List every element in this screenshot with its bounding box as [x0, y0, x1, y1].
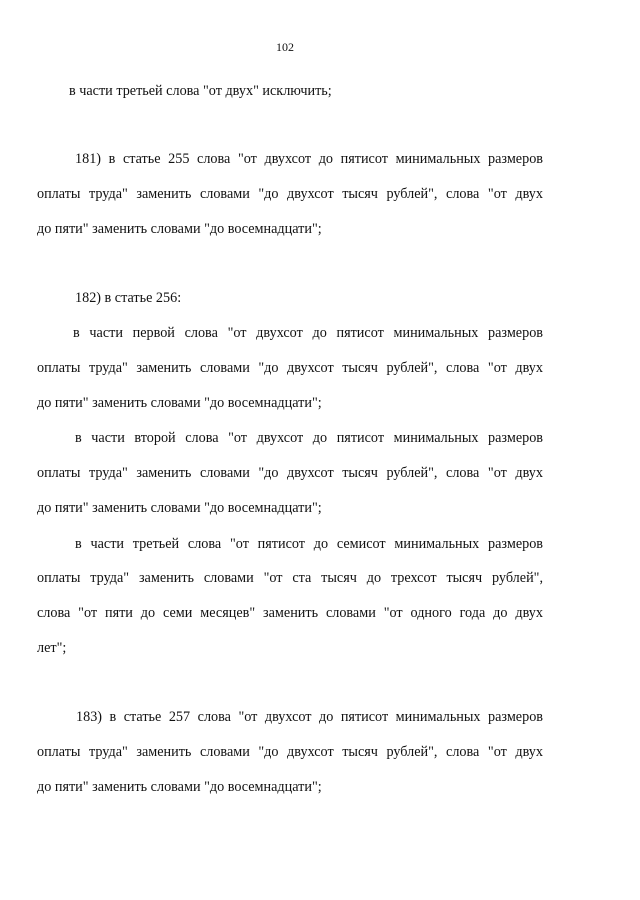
text-line: до пяти" заменить словами "до восемнадцати";	[37, 221, 322, 237]
text-line: до пяти" заменить словами "до восемнадцати";	[37, 500, 322, 516]
text-line: 181) в статье 255 слова "от двухсот до пятисот минимальных размеров	[75, 151, 543, 167]
text-line: оплаты труда" заменить словами "до двухсот тысяч рублей", слова "от двух	[37, 465, 543, 481]
text-line: в части первой слова "от двухсот до пятисот минимальных размеров	[73, 325, 543, 341]
text-line: до пяти" заменить словами "до восемнадцати";	[37, 395, 322, 411]
text-line: в части второй слова "от двухсот до пятисот минимальных размеров	[75, 430, 543, 446]
text-line: слова "от пяти до семи месяцев" заменить словами "от одного года до двух	[37, 605, 543, 621]
text-line: 182) в статье 256:	[75, 290, 182, 306]
text-line: в части третьей слова "от двух" исключить;	[69, 83, 332, 99]
text-line: 183) в статье 257 слова "от двухсот до пятисот минимальных размеров	[76, 709, 543, 725]
text-line: оплаты труда" заменить словами "до двухсот тысяч рублей", слова "от двух	[37, 186, 543, 202]
text-line: лет";	[37, 640, 67, 656]
text-line: оплаты труда" заменить словами "до двухсот тысяч рублей", слова "от двух	[37, 744, 543, 760]
text-line: в части третьей слова "от пятисот до семисот минимальных размеров	[75, 536, 543, 552]
text-line: оплаты труда" заменить словами "от ста тысяч до трехсот тысяч рублей",	[37, 570, 543, 586]
page-number: 102	[276, 40, 294, 54]
text-line: оплаты труда" заменить словами "до двухсот тысяч рублей", слова "от двух	[37, 360, 543, 376]
text-line: до пяти" заменить словами "до восемнадцати";	[37, 779, 322, 795]
